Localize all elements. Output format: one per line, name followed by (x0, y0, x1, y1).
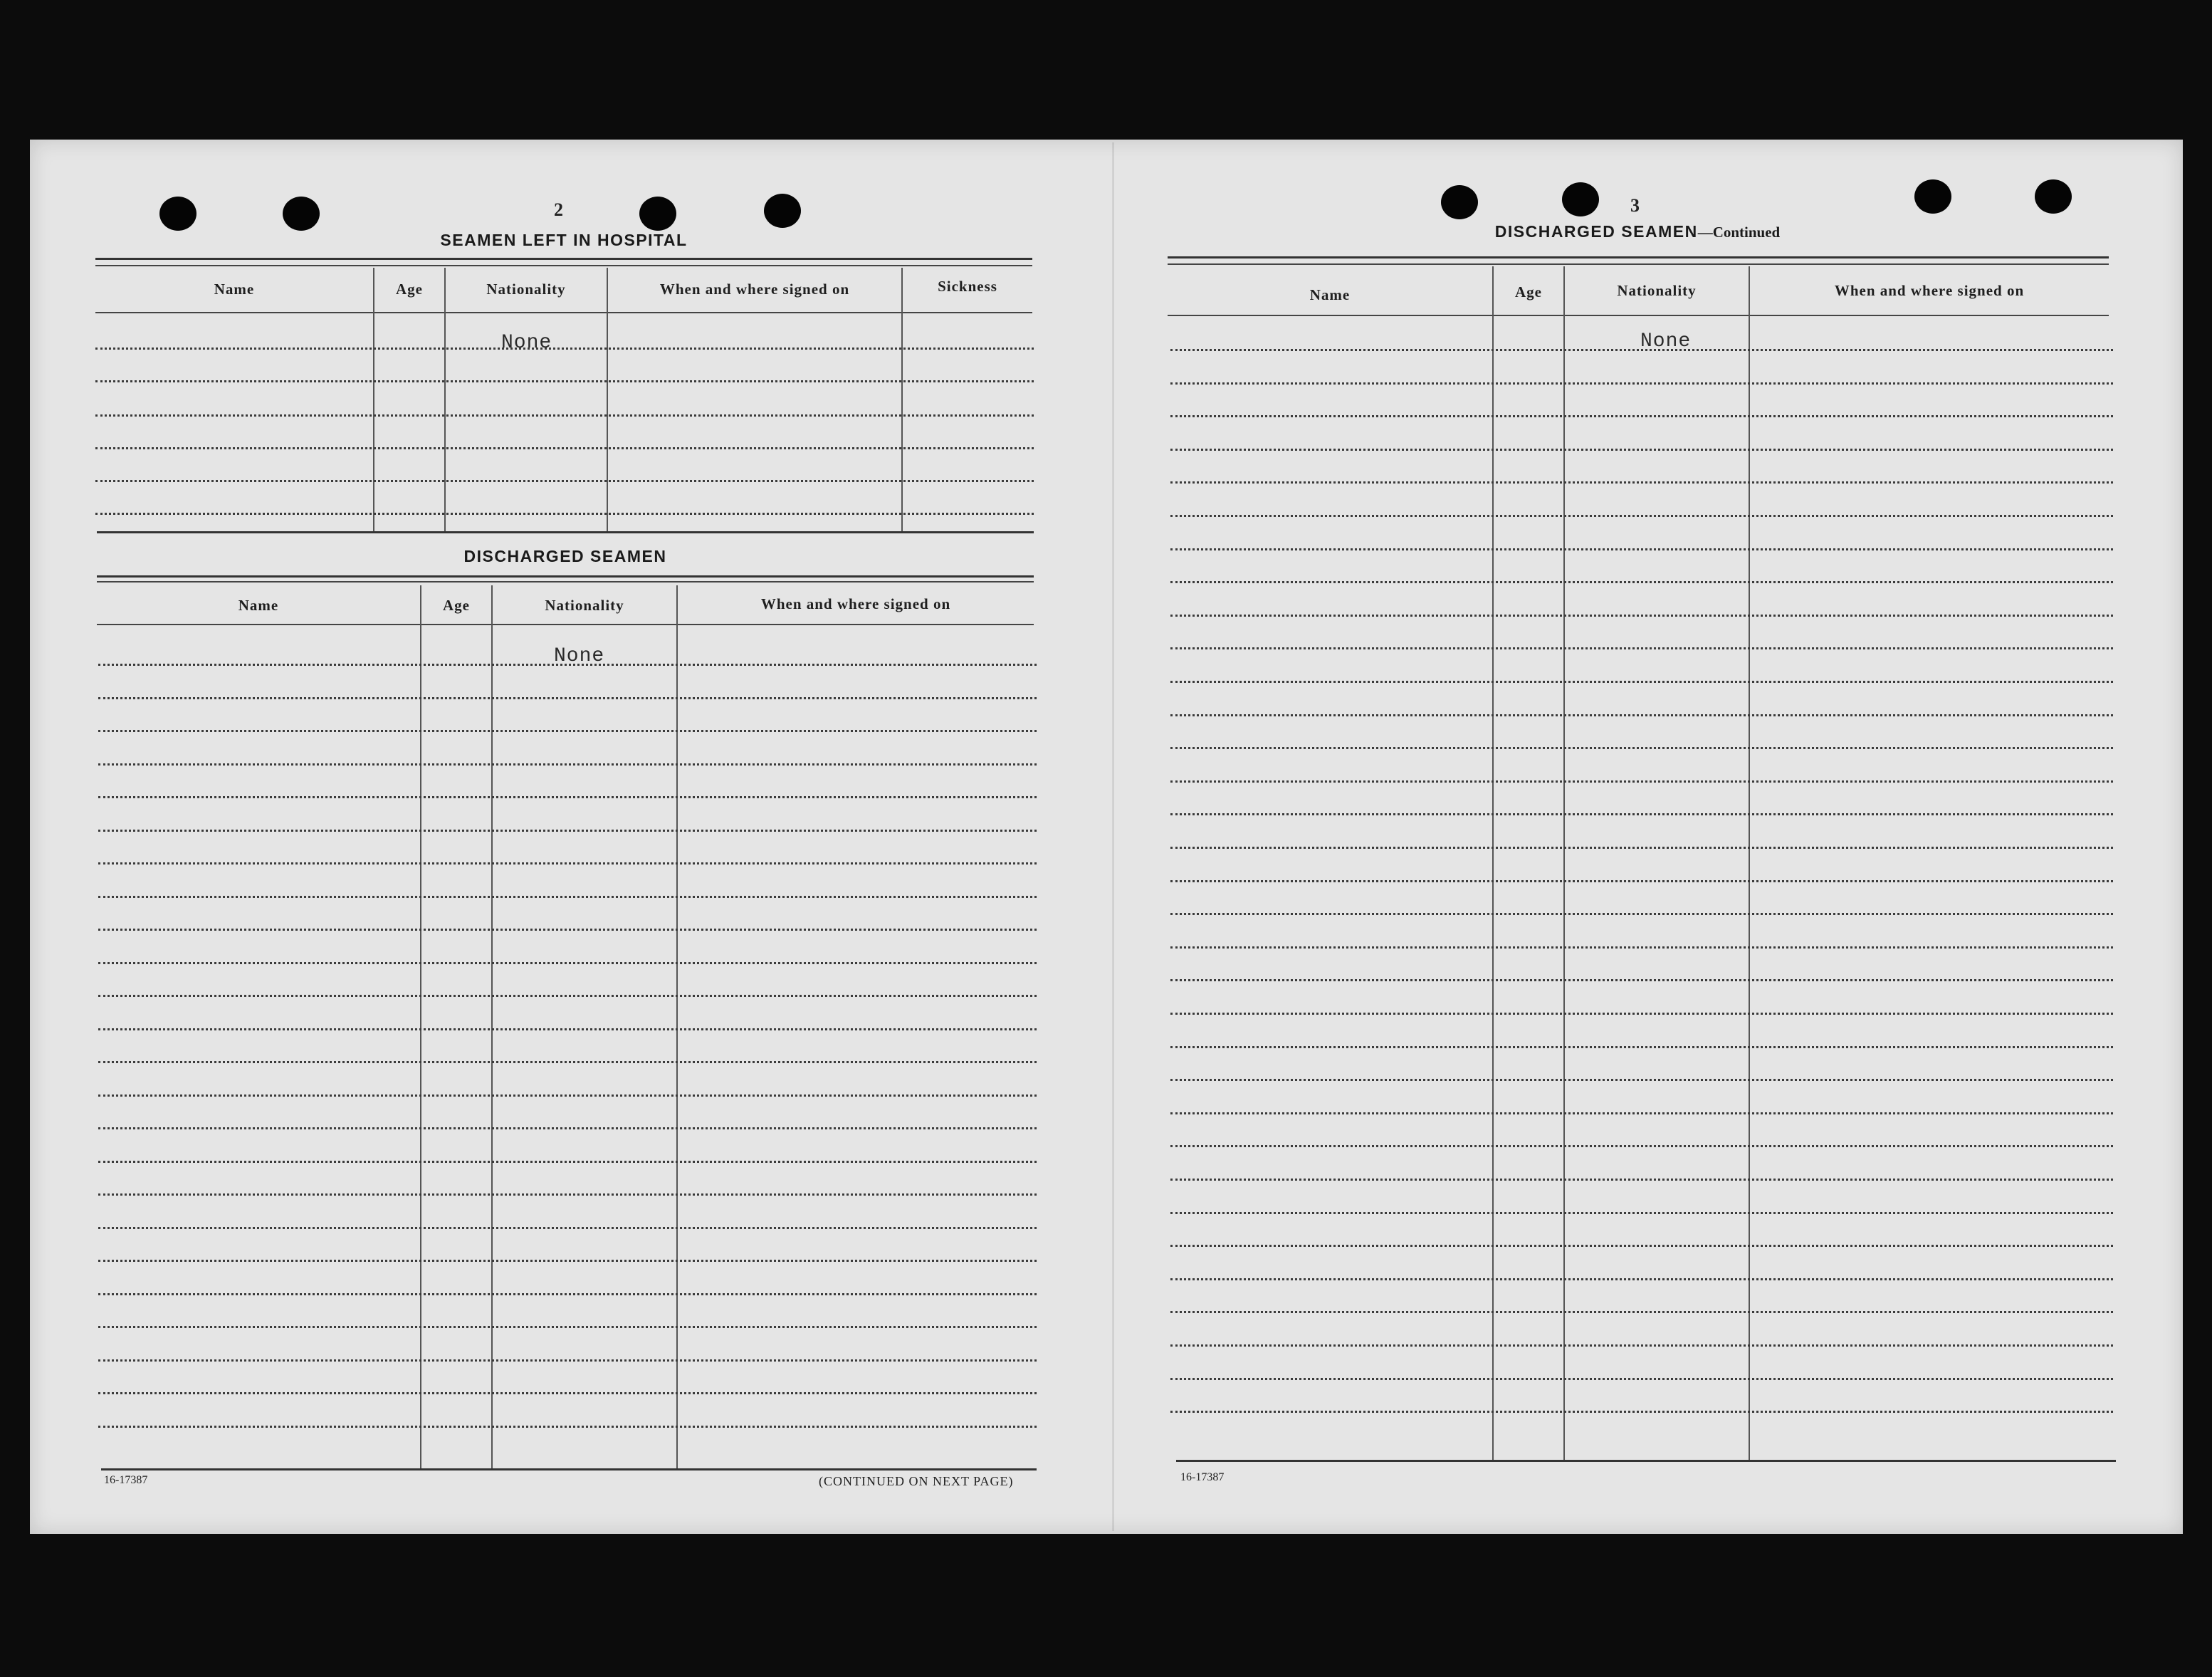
discharged-row-line (98, 730, 1037, 732)
discharged-none-entry: None (554, 645, 605, 667)
discharged-row-line (98, 896, 1037, 898)
hospital-row-line (95, 513, 1034, 515)
right-row-line (1170, 1245, 2113, 1247)
discharged-row-line (98, 664, 1037, 666)
hospital-table-top-rule (95, 258, 1032, 260)
right-table-top-rule-2 (1168, 263, 2109, 265)
discharged-col-divider (491, 585, 493, 1468)
discharged-row-line (98, 763, 1037, 766)
discharged-row-line (98, 1095, 1037, 1097)
hospital-col-nationality: Nationality (486, 281, 566, 298)
right-col-divider (1563, 266, 1565, 1460)
discharged-col-when-where: When and where signed on (760, 595, 951, 612)
right-row-line (1170, 979, 2113, 981)
right-row-line (1170, 349, 2113, 351)
right-row-line (1170, 581, 2113, 583)
right-row-line (1170, 681, 2113, 683)
discharged-table-bottom-rule (101, 1468, 1037, 1470)
discharged-row-line (98, 1260, 1037, 1262)
discharged-row-line (98, 1326, 1037, 1328)
discharged-row-line (98, 1028, 1037, 1030)
discharged-row-line (98, 697, 1037, 699)
discharged-col-divider (420, 585, 421, 1468)
hospital-none-entry: None (501, 332, 552, 354)
hospital-row-line (95, 414, 1034, 417)
hospital-row-line (95, 380, 1034, 382)
right-form-number: 16-17387 (1180, 1471, 1225, 1483)
right-row-line (1170, 1013, 2113, 1015)
discharged-row-line (98, 830, 1037, 832)
right-col-name: Name (1309, 286, 1351, 303)
right-col-when-where: When and where signed on (1834, 282, 2025, 299)
right-row-line (1170, 946, 2113, 949)
right-col-divider (1749, 266, 1750, 1460)
punch-hole (1562, 182, 1599, 216)
right-row-line (1170, 415, 2113, 417)
right-row-line (1170, 1145, 2113, 1147)
right-table-top-rule (1168, 256, 2109, 258)
right-col-age: Age (1515, 283, 1542, 301)
discharged-row-line (98, 995, 1037, 997)
page-fold (1112, 142, 1114, 1531)
hospital-header-rule (95, 312, 1032, 313)
discharged-col-age: Age (443, 597, 470, 614)
right-row-line (1170, 481, 2113, 484)
right-col-nationality: Nationality (1617, 282, 1697, 299)
discharged-col-name: Name (238, 597, 279, 614)
right-header-rule (1168, 315, 2109, 316)
hospital-col-divider (901, 268, 903, 531)
hospital-col-name: Name (214, 281, 255, 298)
punch-hole (159, 197, 196, 231)
punch-hole (2035, 179, 2072, 214)
hospital-row-line (95, 480, 1034, 482)
discharged-row-line (98, 1426, 1037, 1428)
right-row-line (1170, 847, 2113, 849)
hospital-row-line (95, 348, 1034, 350)
right-discharged-title-text: DISCHARGED SEAMEN (1494, 222, 1698, 241)
hospital-col-divider (607, 268, 608, 531)
right-row-line (1170, 449, 2113, 451)
discharged-row-line (98, 1359, 1037, 1362)
discharged-row-line (98, 1161, 1037, 1163)
right-row-line (1170, 1046, 2113, 1048)
hospital-table-top-rule-2 (95, 265, 1032, 266)
left-page-number: 2 (554, 199, 563, 220)
right-row-line (1170, 714, 2113, 716)
right-row-line (1170, 1112, 2113, 1114)
discharged-row-line (98, 1227, 1037, 1229)
punch-hole (283, 197, 320, 231)
discharged-row-line (98, 962, 1037, 964)
right-row-line (1170, 382, 2113, 385)
right-row-line (1170, 913, 2113, 915)
discharged-row-line (98, 1061, 1037, 1063)
hospital-col-when-where: When and where signed on (659, 281, 850, 298)
punch-hole (1914, 179, 1951, 214)
right-row-line (1170, 1079, 2113, 1081)
right-discharged-title-suffix: —Continued (1697, 224, 1781, 241)
right-discharged-section-title (1168, 222, 2107, 241)
right-row-line (1170, 515, 2113, 517)
right-row-line (1170, 747, 2113, 749)
hospital-col-age: Age (396, 281, 423, 298)
right-row-line (1170, 813, 2113, 815)
hospital-col-sickness: Sickness (938, 278, 997, 295)
right-row-line (1170, 647, 2113, 649)
hospital-section-title: SEAMEN LEFT IN HOSPITAL (440, 231, 688, 249)
hospital-row-line (95, 447, 1034, 449)
right-table-bottom-rule (1176, 1460, 2116, 1462)
discharged-col-divider (676, 585, 678, 1468)
right-row-line (1170, 1378, 2113, 1380)
right-row-line (1170, 880, 2113, 882)
punch-hole (1441, 185, 1478, 219)
discharged-row-line (98, 796, 1037, 798)
right-row-line (1170, 1311, 2113, 1313)
right-row-line (1170, 1179, 2113, 1181)
left-form-number: 16-17387 (104, 1474, 148, 1486)
right-row-line (1170, 1344, 2113, 1347)
punch-hole (764, 194, 801, 228)
discharged-row-line (98, 1293, 1037, 1295)
discharged-table-top-rule-2 (97, 581, 1034, 582)
right-row-line (1170, 615, 2113, 617)
discharged-header-rule (97, 624, 1034, 625)
discharged-table-top-rule (97, 575, 1034, 578)
discharged-row-line (98, 929, 1037, 931)
continued-note: (CONTINUED ON NEXT PAGE) (819, 1474, 1014, 1488)
right-row-line (1170, 548, 2113, 550)
discharged-row-line (98, 1127, 1037, 1129)
right-row-line (1170, 780, 2113, 783)
punch-hole (639, 197, 676, 231)
right-none-entry: None (1640, 330, 1692, 352)
hospital-col-divider (373, 268, 374, 531)
discharged-row-line (98, 1392, 1037, 1394)
hospital-table-bottom-rule (97, 531, 1034, 533)
right-page-number: 3 (1630, 195, 1640, 216)
right-row-line (1170, 1212, 2113, 1214)
right-row-line (1170, 1411, 2113, 1413)
right-col-divider (1492, 266, 1494, 1460)
discharged-section-title: DISCHARGED SEAMEN (463, 547, 667, 565)
discharged-row-line (98, 862, 1037, 864)
hospital-col-divider (444, 268, 446, 531)
discharged-col-nationality: Nationality (545, 597, 624, 614)
right-row-line (1170, 1278, 2113, 1280)
discharged-row-line (98, 1193, 1037, 1196)
